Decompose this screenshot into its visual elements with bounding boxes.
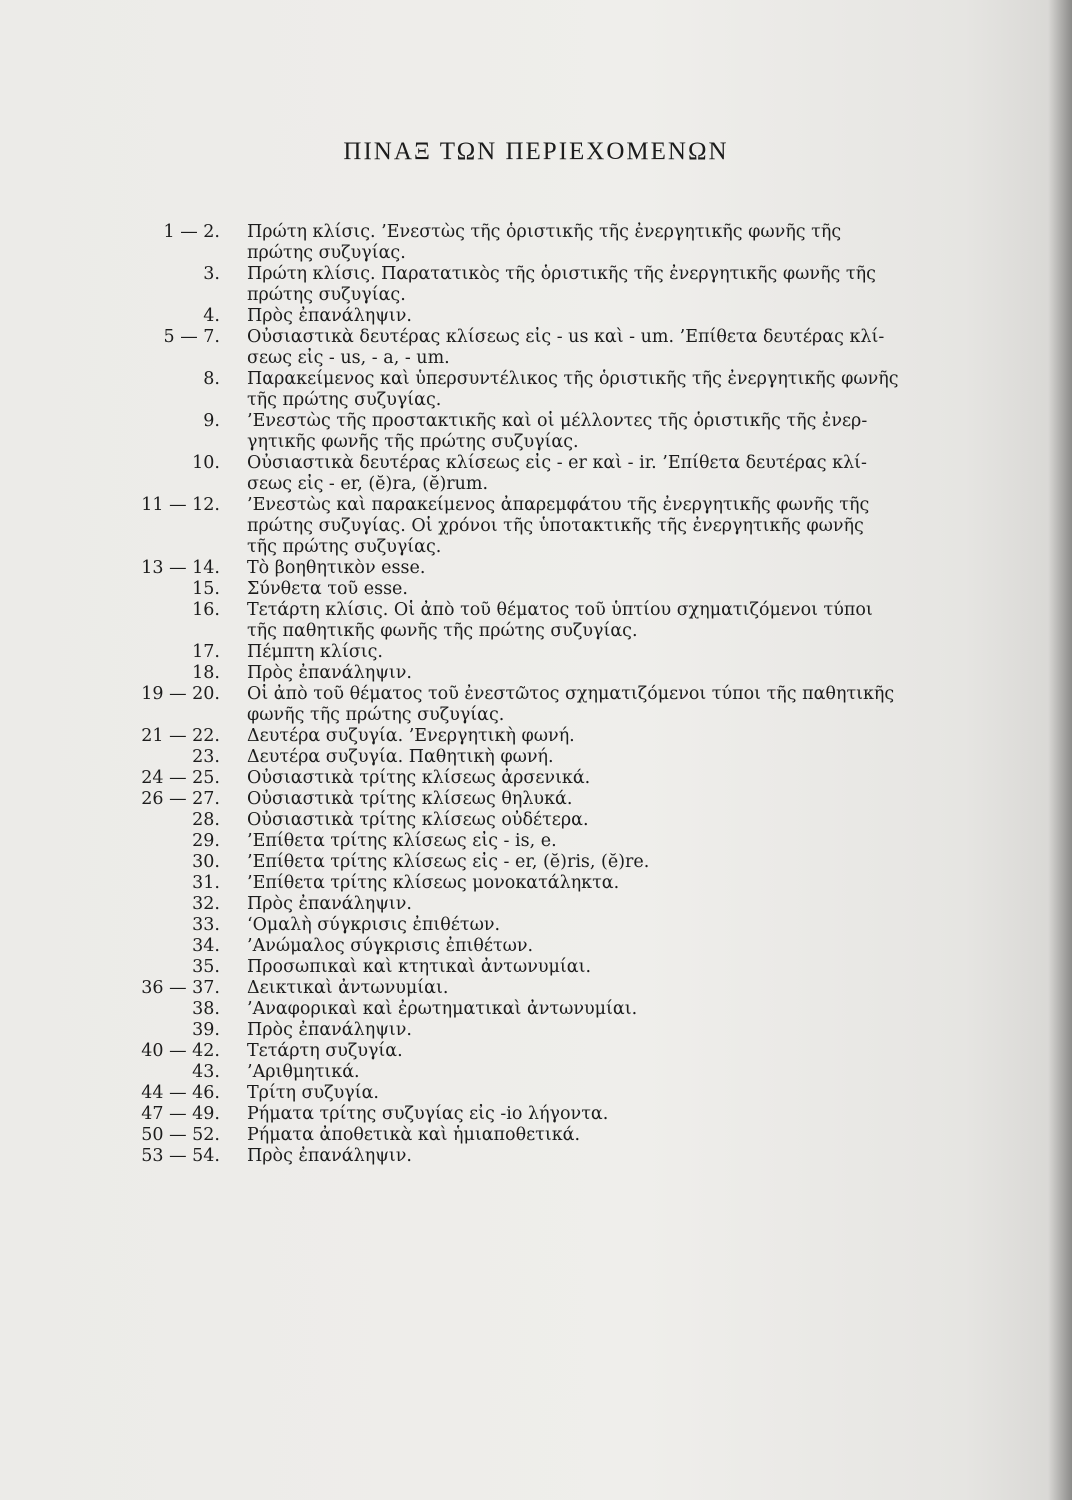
toc-entry-line: πρώτης συζυγίας. Οἱ χρόνοι τῆς ὑποτακτικῆς τῆς ἐνεργητικῆς φωνῆς (247, 516, 864, 536)
toc-entry-line: Οὐσιαστικὰ τρίτης κλίσεως οὐδέτερα. (247, 810, 589, 830)
toc-entry-line: Πρὸς ἐπανάληψιν. (247, 306, 412, 326)
toc-entry (0, 768, 1072, 789)
toc-entry-line: Τὸ βοηθητικὸν esse. (247, 558, 426, 578)
toc-entry-text (247, 873, 967, 894)
toc-entry-line: ’Επίθετα τρίτης κλίσεως εἰς - er, (ĕ)ris, (ĕ)re. (247, 852, 650, 872)
toc-entry-text (247, 957, 967, 978)
toc-entry-number: 38. (192, 999, 220, 1019)
toc-entry-text (247, 747, 967, 768)
toc-entry-text (247, 579, 967, 600)
toc-entry (0, 1146, 1072, 1167)
toc-entry-text (247, 1041, 967, 1062)
toc-entry-number: 24 — 25. (141, 768, 220, 788)
toc-entry-text (247, 306, 967, 327)
toc-entry-line: ’Επίθετα τρίτης κλίσεως μονοκατάληκτα. (247, 873, 620, 893)
toc-entry (0, 1062, 1072, 1083)
toc-entry-line: ’Επίθετα τρίτης κλίσεως εἰς - is, e. (247, 831, 557, 851)
toc-entry-line: γητικῆς φωνῆς τῆς πρώτης συζυγίας. (247, 432, 579, 452)
toc-entry-line: Οὐσιαστικὰ δευτέρας κλίσεως εἰς - er καὶ - ir. ’Επίθετα δευτέρας κλί- (247, 453, 867, 473)
toc-entry (0, 726, 1072, 747)
toc-entry-number: 39. (192, 1020, 220, 1040)
toc-entry (0, 978, 1072, 999)
toc-entry-number: 21 — 22. (141, 726, 220, 746)
toc-entry-number: 33. (192, 915, 220, 935)
toc-entry (0, 1104, 1072, 1125)
toc-entry-text (247, 558, 967, 579)
toc-entry-text (247, 789, 967, 810)
toc-entry-number: 1 — 2. (163, 222, 220, 242)
toc-entry-number: 26 — 27. (141, 789, 220, 809)
toc-entry-number: 11 — 12. (141, 495, 220, 515)
toc-entry-line: Προσωπικαὶ καὶ κτητικαὶ ἀντωνυμίαι. (247, 957, 592, 977)
toc-entry-number: 4. (203, 306, 220, 326)
toc-entry-text (247, 222, 967, 264)
toc-entry-number: 9. (203, 411, 220, 431)
toc-entry-text (247, 663, 967, 684)
toc-entry-text (247, 327, 967, 369)
toc-entry-line: ’Ενεστὼς τῆς προστακτικῆς καὶ οἱ μέλλοντες τῆς ὁριστικῆς τῆς ἐνερ- (247, 411, 868, 431)
toc-entry-line: Παρακείμενος καὶ ὑπερσυντέλικος τῆς ὁριστικῆς τῆς ἐνεργητικῆς φωνῆς (247, 369, 899, 389)
toc-entry-number: 36 — 37. (141, 978, 220, 998)
toc-entry-line: Πρὸς ἐπανάληψιν. (247, 663, 412, 683)
toc-entry-line: Πρὸς ἐπανάληψιν. (247, 894, 412, 914)
toc-entry-line: ’Αριθμητικά. (247, 1062, 360, 1082)
toc-entry-number: 5 — 7. (163, 327, 220, 347)
toc-entry-line: Οἱ ἀπὸ τοῦ θέματος τοῦ ἐνεστῶτος σχηματιζόμενοι τύποι τῆς παθητικῆς (247, 684, 895, 704)
toc-entry-text (247, 264, 967, 306)
toc-entry-text (247, 999, 967, 1020)
toc-entry-line: Πρὸς ἐπανάληψιν. (247, 1146, 412, 1166)
toc-entry-text (247, 684, 967, 726)
toc-entry-number: 32. (192, 894, 220, 914)
toc-entry-number: 40 — 42. (141, 1041, 220, 1061)
toc-entry (0, 369, 1072, 411)
toc-entry-text (247, 768, 967, 789)
toc-entry-text (247, 1083, 967, 1104)
toc-entry (0, 852, 1072, 873)
toc-entry-line: Τρίτη συζυγία. (247, 1083, 379, 1103)
toc-entry-text (247, 1104, 967, 1125)
toc-entry-text (247, 369, 967, 411)
toc-entry-line: Σύνθετα τοῦ esse. (247, 579, 408, 599)
toc-entry-text (247, 495, 967, 558)
toc-entry (0, 789, 1072, 810)
toc-entry (0, 222, 1072, 264)
toc-entry (0, 327, 1072, 369)
toc-entry (0, 453, 1072, 495)
toc-entry-line: Τετάρτη κλίσις. Οἱ ἀπὸ τοῦ θέματος τοῦ ὑπτίου σχηματιζόμενοι τύποι (247, 600, 873, 620)
toc-entry-text (247, 453, 967, 495)
toc-entry (0, 579, 1072, 600)
toc-entry (0, 1083, 1072, 1104)
toc-entry-number: 50 — 52. (141, 1125, 220, 1145)
toc-entry-number: 29. (192, 831, 220, 851)
toc-entry-text (247, 831, 967, 852)
toc-entry-line: τῆς πρώτης συζυγίας. (247, 537, 442, 557)
toc-entry (0, 495, 1072, 558)
toc-entry-line: Δευτέρα συζυγία. Παθητικὴ φωνή. (247, 747, 554, 767)
toc-entry (0, 306, 1072, 327)
toc-entry-line: Πρὸς ἐπανάληψιν. (247, 1020, 412, 1040)
toc-entry-text (247, 894, 967, 915)
toc-entry-text (247, 600, 967, 642)
table-of-contents (0, 222, 1072, 1167)
toc-entry-number: 30. (192, 852, 220, 872)
toc-entry (0, 663, 1072, 684)
toc-entry-number: 23. (192, 747, 220, 767)
toc-entry (0, 1020, 1072, 1041)
toc-entry (0, 558, 1072, 579)
toc-entry-line: ’Ανώμαλος σύγκρισις ἐπιθέτων. (247, 936, 534, 956)
toc-entry (0, 747, 1072, 768)
toc-entry-number: 28. (192, 810, 220, 830)
toc-entry-line: Οὐσιαστικὰ δευτέρας κλίσεως εἰς - us καὶ - um. ’Επίθετα δευτέρας κλί- (247, 327, 885, 347)
toc-entry-line: πρώτης συζυγίας. (247, 285, 406, 305)
toc-entry-line: πρώτης συζυγίας. (247, 243, 406, 263)
toc-entry-text (247, 1125, 967, 1146)
toc-entry (0, 642, 1072, 663)
toc-entry-number: 53 — 54. (141, 1146, 220, 1166)
toc-entry-text (247, 411, 967, 453)
toc-entry-line: Οὐσιαστικὰ τρίτης κλίσεως θηλυκά. (247, 789, 573, 809)
toc-entry-number: 16. (192, 600, 220, 620)
toc-entry-number: 44 — 46. (141, 1083, 220, 1103)
toc-entry-number: 17. (192, 642, 220, 662)
toc-entry (0, 1041, 1072, 1062)
toc-entry-number: 3. (203, 264, 220, 284)
toc-entry (0, 810, 1072, 831)
toc-entry-line: Πέμπτη κλίσις. (247, 642, 383, 662)
toc-entry (0, 957, 1072, 978)
toc-entry-text (247, 936, 967, 957)
toc-entry-line: Τετάρτη συζυγία. (247, 1041, 403, 1061)
toc-entry (0, 894, 1072, 915)
toc-entry-line: σεως εἰς - er, (ĕ)ra, (ĕ)rum. (247, 474, 489, 494)
toc-entry (0, 999, 1072, 1020)
toc-entry (0, 411, 1072, 453)
toc-entry-line: ’Ενεστὼς καὶ παρακείμενος ἀπαρεμφάτου τῆς ἐνεργητικῆς φωνῆς τῆς (247, 495, 870, 515)
toc-entry (0, 915, 1072, 936)
toc-entry-text (247, 978, 967, 999)
toc-entry-line: σεως εἰς - us, - a, - um. (247, 348, 450, 368)
toc-entry (0, 831, 1072, 852)
toc-entry-number: 34. (192, 936, 220, 956)
toc-entry-number: 8. (203, 369, 220, 389)
toc-entry-number: 15. (192, 579, 220, 599)
toc-entry-line: Πρώτη κλίσις. Παρατατικὸς τῆς ὁριστικῆς τῆς ἐνεργητικῆς φωνῆς τῆς (247, 264, 876, 284)
toc-entry-line: τῆς παθητικῆς φωνῆς τῆς πρώτης συζυγίας. (247, 621, 638, 641)
toc-entry-text (247, 852, 967, 873)
toc-entry (0, 1125, 1072, 1146)
toc-entry (0, 600, 1072, 642)
toc-entry-number: 43. (192, 1062, 220, 1082)
toc-entry-text (247, 642, 967, 663)
toc-entry-line: φωνῆς τῆς πρώτης συζυγίας. (247, 705, 505, 725)
toc-entry-text (247, 915, 967, 936)
toc-entry-line: Ρήματα ἀποθετικὰ καὶ ἡμιαποθετικά. (247, 1125, 581, 1145)
toc-entry-line: τῆς πρώτης συζυγίας. (247, 390, 442, 410)
toc-entry-line: Πρώτη κλίσις. ’Ενεστὼς τῆς ὁριστικῆς τῆς ἐνεργητικῆς φωνῆς τῆς (247, 222, 842, 242)
toc-entry (0, 264, 1072, 306)
toc-entry (0, 684, 1072, 726)
page-title: ΠΙΝΑΞ ΤΩΝ ΠΕΡΙΕΧΟΜΕΝΩΝ (343, 138, 729, 165)
toc-entry-number: 35. (192, 957, 220, 977)
toc-entry-text (247, 1062, 967, 1083)
toc-entry-text (247, 1020, 967, 1041)
toc-entry-line: ‘Ομαλὴ σύγκρισις ἐπιθέτων. (247, 915, 501, 935)
toc-entry (0, 873, 1072, 894)
toc-entry-text (247, 1146, 967, 1167)
toc-entry-line: Δεικτικαὶ ἀντωνυμίαι. (247, 978, 449, 998)
toc-entry-line: Ρήματα τρίτης συζυγίας εἰς -io λήγοντα. (247, 1104, 609, 1124)
toc-entry-text (247, 726, 967, 747)
toc-entry-line: ’Αναφορικαὶ καὶ ἐρωτηματικαὶ ἀντωνυμίαι. (247, 999, 638, 1019)
toc-entry (0, 936, 1072, 957)
toc-entry-number: 18. (192, 663, 220, 683)
toc-entry-number: 47 — 49. (141, 1104, 220, 1124)
toc-entry-line: Δευτέρα συζυγία. ’Ενεργητικὴ φωνή. (247, 726, 575, 746)
toc-entry-number: 19 — 20. (141, 684, 220, 704)
toc-entry-number: 31. (192, 873, 220, 893)
toc-entry-number: 13 — 14. (141, 558, 220, 578)
toc-entry-number: 10. (192, 453, 220, 473)
toc-entry-line: Οὐσιαστικὰ τρίτης κλίσεως ἀρσενικά. (247, 768, 591, 788)
toc-entry-text (247, 810, 967, 831)
